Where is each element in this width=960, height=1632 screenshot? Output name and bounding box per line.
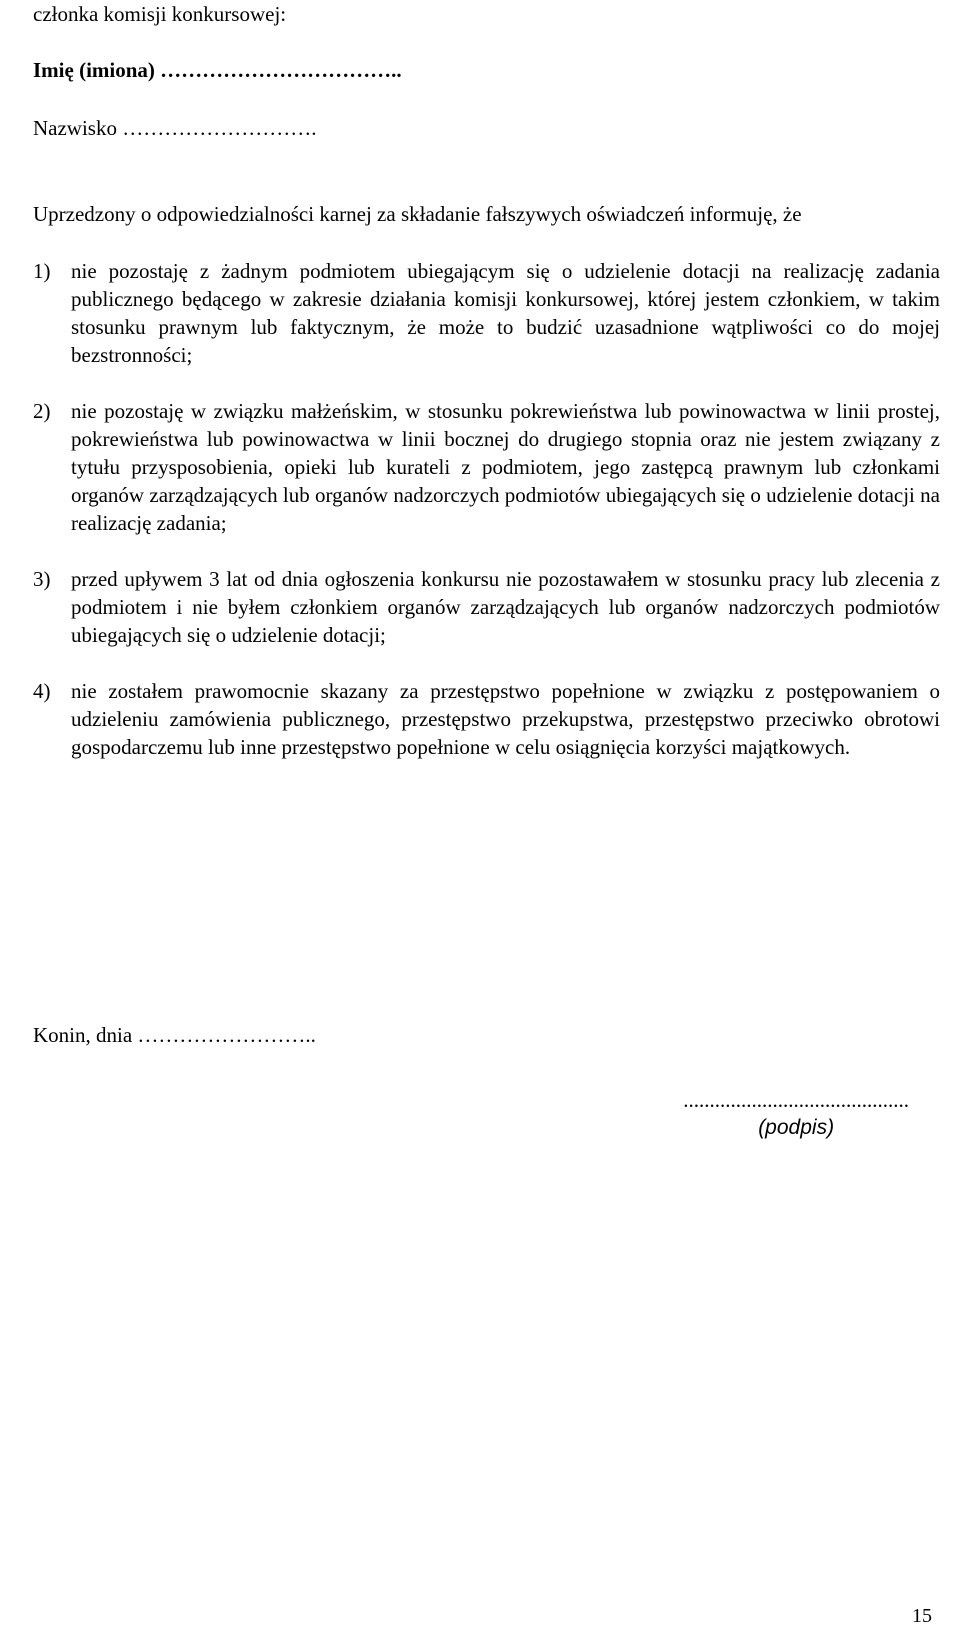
declaration-item-3: [33, 565, 940, 649]
signature-dots: ...........................................: [683, 1088, 909, 1112]
signature-label: (podpis): [758, 1116, 835, 1139]
place-date-line: Konin, dnia ……………………..: [33, 1023, 316, 1047]
declaration-item-2: [33, 397, 940, 537]
document-header-line: członka komisji konkursowej:: [33, 2, 287, 26]
declaration-intro: Uprzedzony o odpowiedzialności karnej za składanie fałszywych oświadczeń informuję, że: [33, 202, 802, 226]
page-number: 15: [912, 1605, 932, 1627]
declaration-item-1: [33, 257, 940, 369]
item-text: nie zostałem prawomocnie skazany za przestępstwo popełnione w związku z postępowaniem o udzieleniu zamówienia publicznego, przestępstwo przekupstwa, przestępstwo przeciwko obrotowi gospodarczemu lub inne przestępstwo popełnione w celu osiągnięcia korzyści majątkowych.: [71, 679, 940, 759]
item-number: 1): [33, 259, 51, 283]
item-number: 2): [33, 399, 51, 423]
first-name-line: Imię (imiona) ……………………………..: [33, 58, 402, 82]
surname-line: Nazwisko ……………………….: [33, 116, 317, 140]
item-text: nie pozostaję z żadnym podmiotem ubiegającym się o udzielenie dotacji na realizację zadania publicznego będącego w zakresie działania komisji konkursowej, której jestem członkiem, w takim stosunku prawnym lub faktycznym, że może to budzić uzasadnione wątpliwości co do mojej bezstronności;: [71, 259, 940, 367]
item-number: 4): [33, 679, 51, 703]
signature-block: [683, 1086, 909, 1142]
declaration-item-4: [33, 677, 940, 761]
item-text: przed upływem 3 lat od dnia ogłoszenia konkursu nie pozostawałem w stosunku pracy lub zlecenia z podmiotem i nie byłem członkiem organów zarządzających lub organów nadzorczych podmiotów ubiegających się o udzielenie dotacji;: [71, 567, 940, 647]
item-text: nie pozostaję w związku małżeńskim, w stosunku pokrewieństwa lub powinowactwa w linii prostej, pokrewieństwa lub powinowactwa w linii bocznej do drugiego stopnia oraz nie jestem związany z tytułu przysposobienia, opieki lub kurateli z podmiotem, jego zastępcą prawnym lub członkami organów zarządzających lub organów nadzorczych podmiotów ubiegających się o udzielenie dotacji na realizację zadania;: [71, 399, 940, 535]
item-number: 3): [33, 567, 51, 591]
